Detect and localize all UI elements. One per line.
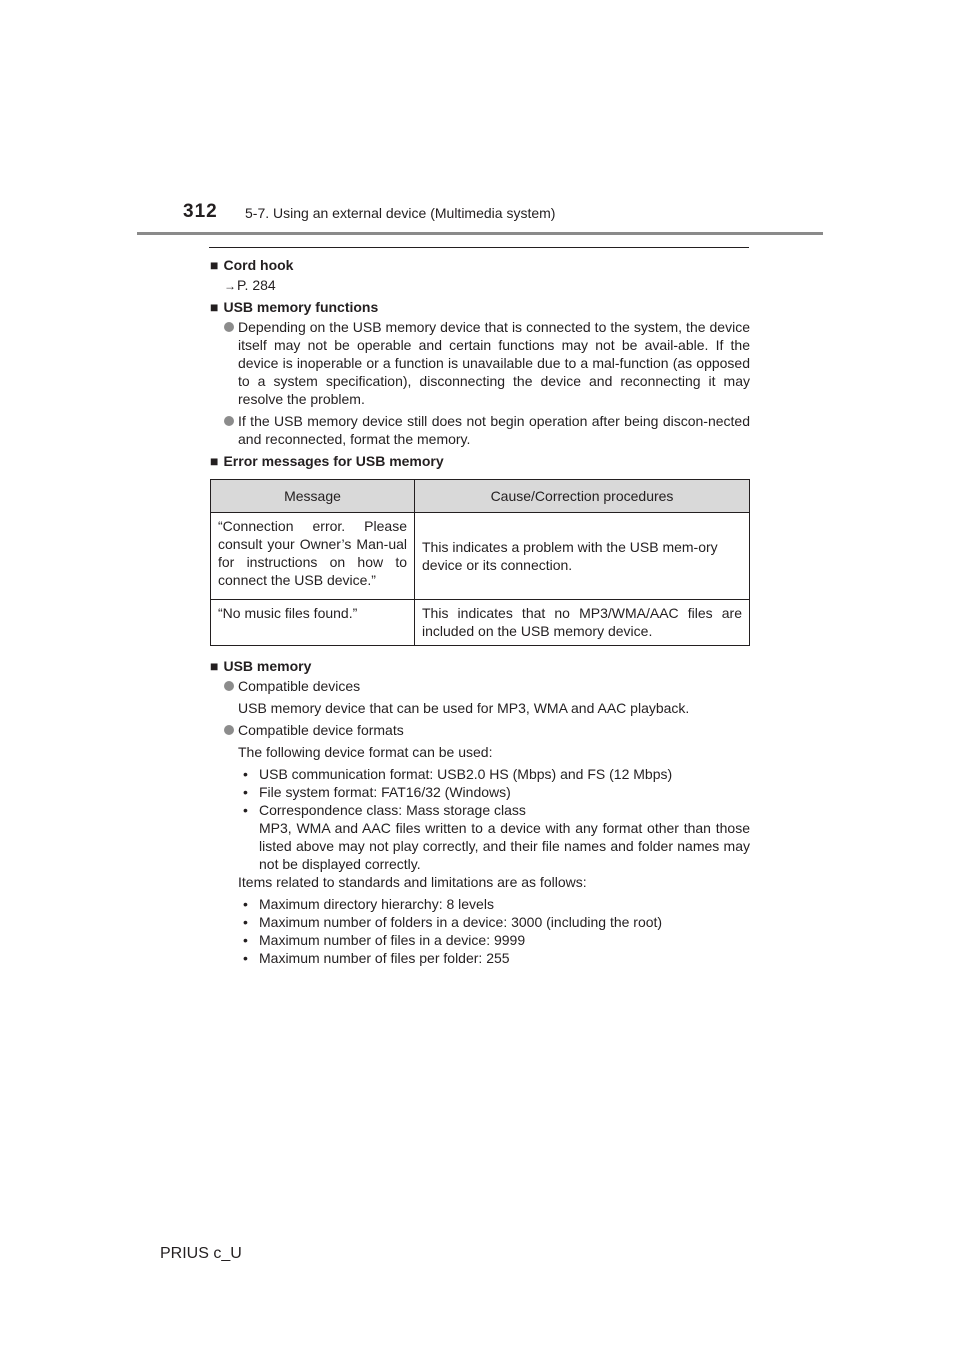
table-row <box>211 513 750 600</box>
list-item: • USB communication format: USB2.0 HS (Mbps) and FS (12 Mbps) <box>243 766 673 782</box>
table-row <box>211 600 750 646</box>
content <box>210 256 750 967</box>
section-title: 5-7. Using an external device (Multimedia system) <box>245 205 556 221</box>
dot-bullet-icon: • <box>243 896 248 912</box>
table-cell-message: “Connection error. Please consult your Owner’s Man-ual for instructions on how to connect the USB device.” <box>211 513 415 600</box>
page-reference[interactable]: →P. 284 <box>224 277 276 293</box>
circle-bullet-icon <box>224 416 234 426</box>
content-rule <box>209 247 749 248</box>
format-note: MP3, WMA and AAC files written to a device with any format other than those listed above may not play correctly, and their file names and folder names may not be displayed correctly. <box>259 820 750 872</box>
heading-cord-hook: ■ Cord hook <box>210 257 294 273</box>
table-header-row <box>211 480 750 513</box>
square-bullet-icon: ■ <box>210 257 219 273</box>
list-item: Compatible devices <box>210 677 750 695</box>
column-header-message: Message <box>211 480 415 513</box>
circle-bullet-icon <box>224 725 234 735</box>
dot-bullet-icon: • <box>243 932 248 948</box>
circle-bullet-icon <box>224 322 234 332</box>
circle-bullet-icon <box>224 681 234 691</box>
square-bullet-icon: ■ <box>210 299 219 315</box>
error-table <box>210 479 750 646</box>
list-item: • Maximum number of folders in a device: 3000 (including the root) <box>243 914 663 930</box>
limits-intro: Items related to standards and limitations are as follows: <box>238 874 587 890</box>
dot-bullet-icon: • <box>243 784 248 800</box>
list-item: • Maximum number of files per folder: 255 <box>243 950 510 966</box>
heading-usb-functions: ■ USB memory functions <box>210 299 379 315</box>
compatible-devices-text: USB memory device that can be used for MP3, WMA and AAC playback. <box>238 700 690 716</box>
list-item: • File system format: FAT16/32 (Windows) <box>243 784 511 800</box>
heading-error-messages: ■ Error messages for USB memory <box>210 453 444 469</box>
square-bullet-icon: ■ <box>210 658 219 674</box>
arrow-right-icon: → <box>224 279 236 293</box>
table-cell-cause: This indicates that no MP3/WMA/AAC files are included on the USB memory device. <box>415 600 750 646</box>
table-cell-cause: This indicates a problem with the USB mem-ory device or its connection. <box>415 513 750 600</box>
formats-intro: The following device format can be used: <box>238 744 493 760</box>
list-item: • Correspondence class: Mass storage class <box>243 802 526 818</box>
list-item: Depending on the USB memory device that is connected to the system, the device itself may not be operable and certain functions may not be avail-able. If the device is inoperable or a function is unavailable due to a mal-function (as opposed to a system specification), disconnecting the device and reconnecting it may resolve the problem. <box>210 318 750 408</box>
list-item: If the USB memory device still does not begin operation after being discon-nected and reconnected, format the memory. <box>210 412 750 448</box>
table-cell-message: “No music files found.” <box>211 600 415 646</box>
dot-bullet-icon: • <box>243 802 248 818</box>
list-item: • Maximum directory hierarchy: 8 levels <box>243 896 494 912</box>
dot-bullet-icon: • <box>243 914 248 930</box>
list-item: Compatible device formats <box>210 721 750 739</box>
dot-bullet-icon: • <box>243 950 248 966</box>
heading-usb-memory: ■ USB memory <box>210 658 312 674</box>
header-rule <box>137 232 823 235</box>
page-number: 312 <box>183 201 218 222</box>
column-header-cause: Cause/Correction procedures <box>415 480 750 513</box>
square-bullet-icon: ■ <box>210 453 219 469</box>
list-item: • Maximum number of files in a device: 9999 <box>243 932 526 948</box>
dot-bullet-icon: • <box>243 766 248 782</box>
footer-model: PRIUS c_U <box>160 1245 242 1262</box>
